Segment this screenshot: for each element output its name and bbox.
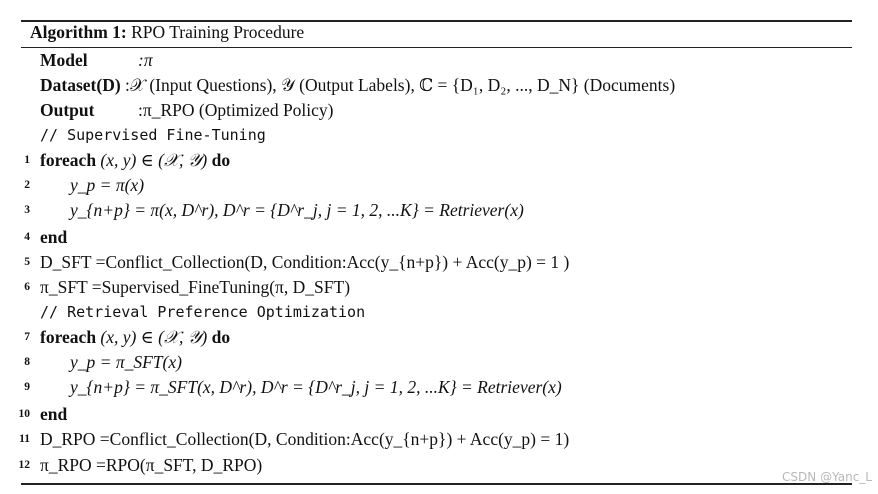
dataset-value: :𝒳 (Input Questions), 𝒴 (Output Labels), ℂ = {D₁, D₂, ..., D_N} (Documents) — [125, 75, 676, 95]
keyword-end: end — [40, 227, 68, 247]
step-text: y_{n+p} = π(x, D^r), D^r = {D^r_j, j = 1, 2, ...K} = Retriever(x) — [70, 200, 524, 220]
line-number: 6 — [24, 281, 30, 293]
keyword-foreach: foreach — [40, 150, 97, 170]
dataset-label: Dataset(D) — [40, 75, 121, 95]
watermark: CSDN @Yanc_L — [782, 470, 872, 484]
step-text: π_SFT =Supervised_FineTuning(π, D_SFT) — [40, 277, 351, 297]
algorithm-title — [30, 22, 304, 43]
comment-sft-text: // Supervised Fine-Tuning — [40, 126, 266, 144]
line-number: 7 — [24, 331, 30, 343]
line-number: 2 — [24, 179, 30, 191]
line-number: 10 — [18, 408, 30, 420]
step-text: D_RPO =Conflict_Collection(D, Condition:Acc(y_{n+p}) + Acc(y_p) = 1) — [40, 429, 570, 449]
step-text: D_SFT =Conflict_Collection(D, Condition:Acc(y_{n+p}) + Acc(y_p) = 1 ) — [40, 252, 570, 272]
model-value: :π — [138, 50, 153, 70]
model-label: Model — [40, 50, 88, 70]
algorithm-label: Algorithm 1: — [30, 22, 127, 42]
algorithm-name: RPO Training Procedure — [131, 22, 305, 42]
step-text: π_RPO =RPO(π_SFT, D_RPO) — [40, 455, 263, 475]
line-number: 8 — [24, 356, 30, 368]
step-text: (x, y) ∈ (𝒳, 𝒴) — [96, 327, 212, 347]
keyword-do: do — [211, 327, 231, 347]
line-number: 4 — [24, 231, 30, 243]
line-number: 1 — [24, 154, 30, 166]
keyword-end: end — [40, 404, 68, 424]
keyword-do: do — [211, 150, 231, 170]
line-number: 3 — [24, 204, 30, 216]
step-text: y_{n+p} = π_SFT(x, D^r), D^r = {D^r_j, j = 1, 2, ...K} = Retriever(x) — [70, 377, 562, 397]
step-text: (x, y) ∈ (𝒳, 𝒴) — [96, 150, 212, 170]
step-text: y_p = π(x) — [70, 175, 145, 195]
output-label: Output — [40, 100, 95, 120]
line-number: 11 — [19, 433, 30, 445]
line-number: 12 — [18, 459, 30, 471]
bottom-rule — [21, 483, 852, 485]
comment-rpo-text: // Retrieval Preference Optimization — [40, 303, 366, 321]
line-number: 5 — [24, 256, 30, 268]
output-value: :π_RPO (Optimized Policy) — [138, 100, 334, 120]
line-number: 9 — [24, 381, 30, 393]
keyword-foreach: foreach — [40, 327, 97, 347]
step-text: y_p = π_SFT(x) — [70, 352, 182, 372]
